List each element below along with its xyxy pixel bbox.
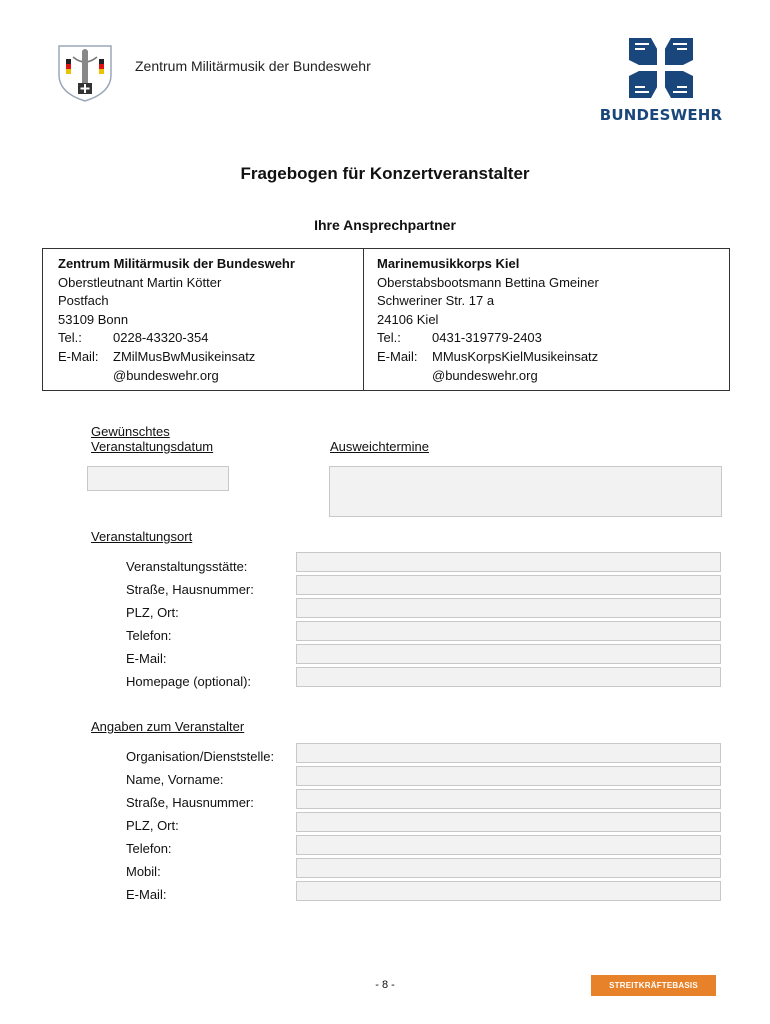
organizer-org-input[interactable] <box>296 743 721 763</box>
contact-left-tel: 0228-43320-354 <box>113 330 209 346</box>
contact-right-street: Schweriner Str. 17 a <box>377 293 495 309</box>
contact-right-mail-line1: MMusKorpsKielMusikeinsatz <box>432 348 599 364</box>
contact-right-mail-row <box>377 348 599 367</box>
alternative-dates-field[interactable] <box>329 466 722 517</box>
organizer-heading: Angaben zum Veranstalter <box>91 719 245 734</box>
venue-label-phone: Telefon: <box>126 628 172 643</box>
organizer-street-input[interactable] <box>296 789 721 809</box>
organizer-label-mobile: Mobil: <box>126 864 161 879</box>
venue-label-email: E-Mail: <box>126 651 167 666</box>
contact-left-city: 53109 Bonn <box>58 311 129 327</box>
contact-right-city: 24106 Kiel <box>377 311 439 327</box>
organizer-mobile-input[interactable] <box>296 858 721 878</box>
venue-city-input[interactable] <box>296 598 721 618</box>
contacts-subtitle: Ihre Ansprechpartner <box>314 217 456 233</box>
event-date-field[interactable] <box>87 466 229 491</box>
contact-left-name: Zentrum Militärmusik der Bundeswehr <box>58 256 295 271</box>
contact-right-mail-line2: @bundeswehr.org <box>432 367 538 383</box>
organizer-phone-input[interactable] <box>296 835 721 855</box>
venue-label-city: PLZ, Ort: <box>126 605 179 620</box>
contacts-divider <box>363 249 364 390</box>
page-number: - 8 - <box>375 979 395 991</box>
crest-logo <box>56 43 114 103</box>
organizer-label-email: E-Mail: <box>126 887 167 902</box>
organizer-label-phone: Telefon: <box>126 841 172 856</box>
contact-left-person: Oberstleutnant Martin Kötter <box>58 274 222 290</box>
organizer-email-input[interactable] <box>296 881 721 901</box>
venue-name-input[interactable] <box>296 552 721 572</box>
contact-right <box>377 255 599 385</box>
organizer-label-org: Organisation/Dienststelle: <box>126 749 275 764</box>
alt-dates-label: Ausweichtermine <box>330 439 429 454</box>
contact-left-mail-line2: @bundeswehr.org <box>113 367 219 383</box>
organizer-label-city: PLZ, Ort: <box>126 818 179 833</box>
venue-phone-input[interactable] <box>296 621 721 641</box>
organizer-label-name: Name, Vorname: <box>126 772 224 787</box>
contact-right-tel: 0431-319779-2403 <box>432 330 542 346</box>
streitkraeftebasis-badge: STREITKRÄFTEBASIS <box>591 975 716 996</box>
contact-left-tel-label: Tel.: <box>58 330 82 346</box>
contact-left-mail-label: E-Mail: <box>58 348 99 364</box>
contact-right-tel-label: Tel.: <box>377 330 401 346</box>
bundeswehr-logo <box>596 36 726 128</box>
date-label-line2: Veranstaltungsdatum <box>91 439 214 454</box>
logo-wordmark: BUNDESWEHR <box>599 106 723 124</box>
contact-right-person: Oberstabsbootsmann Bettina Gmeiner <box>377 274 599 290</box>
contact-left <box>58 255 295 385</box>
date-label-line1: Gewünschtes <box>91 424 170 439</box>
organizer-label-street: Straße, Hausnummer: <box>126 795 254 810</box>
contact-left-street: Postfach <box>58 293 109 309</box>
venue-label-homepage: Homepage (optional): <box>126 674 252 689</box>
organizer-name-input[interactable] <box>296 766 721 786</box>
venue-label-street: Straße, Hausnummer: <box>126 582 254 597</box>
contact-right-mail-label: E-Mail: <box>377 348 418 364</box>
contact-right-name: Marinemusikkorps Kiel <box>377 256 520 271</box>
header-org-name: Zentrum Militärmusik der Bundeswehr <box>135 58 371 74</box>
venue-label-name: Veranstaltungsstätte: <box>126 559 248 574</box>
contact-right-tel-row <box>377 329 599 348</box>
contacts-table <box>42 248 730 391</box>
contact-left-mail-line1: ZMilMusBwMusikeinsatz <box>113 348 256 364</box>
contact-left-mail-row <box>58 348 295 367</box>
date-label <box>91 424 213 454</box>
page-title: Fragebogen für Konzertveranstalter <box>240 164 530 183</box>
contact-left-tel-row <box>58 329 295 348</box>
venue-street-input[interactable] <box>296 575 721 595</box>
organizer-city-input[interactable] <box>296 812 721 832</box>
venue-email-input[interactable] <box>296 644 721 664</box>
venue-homepage-input[interactable] <box>296 667 721 687</box>
venue-heading: Veranstaltungsort <box>91 529 193 544</box>
iron-cross-icon <box>627 36 695 100</box>
